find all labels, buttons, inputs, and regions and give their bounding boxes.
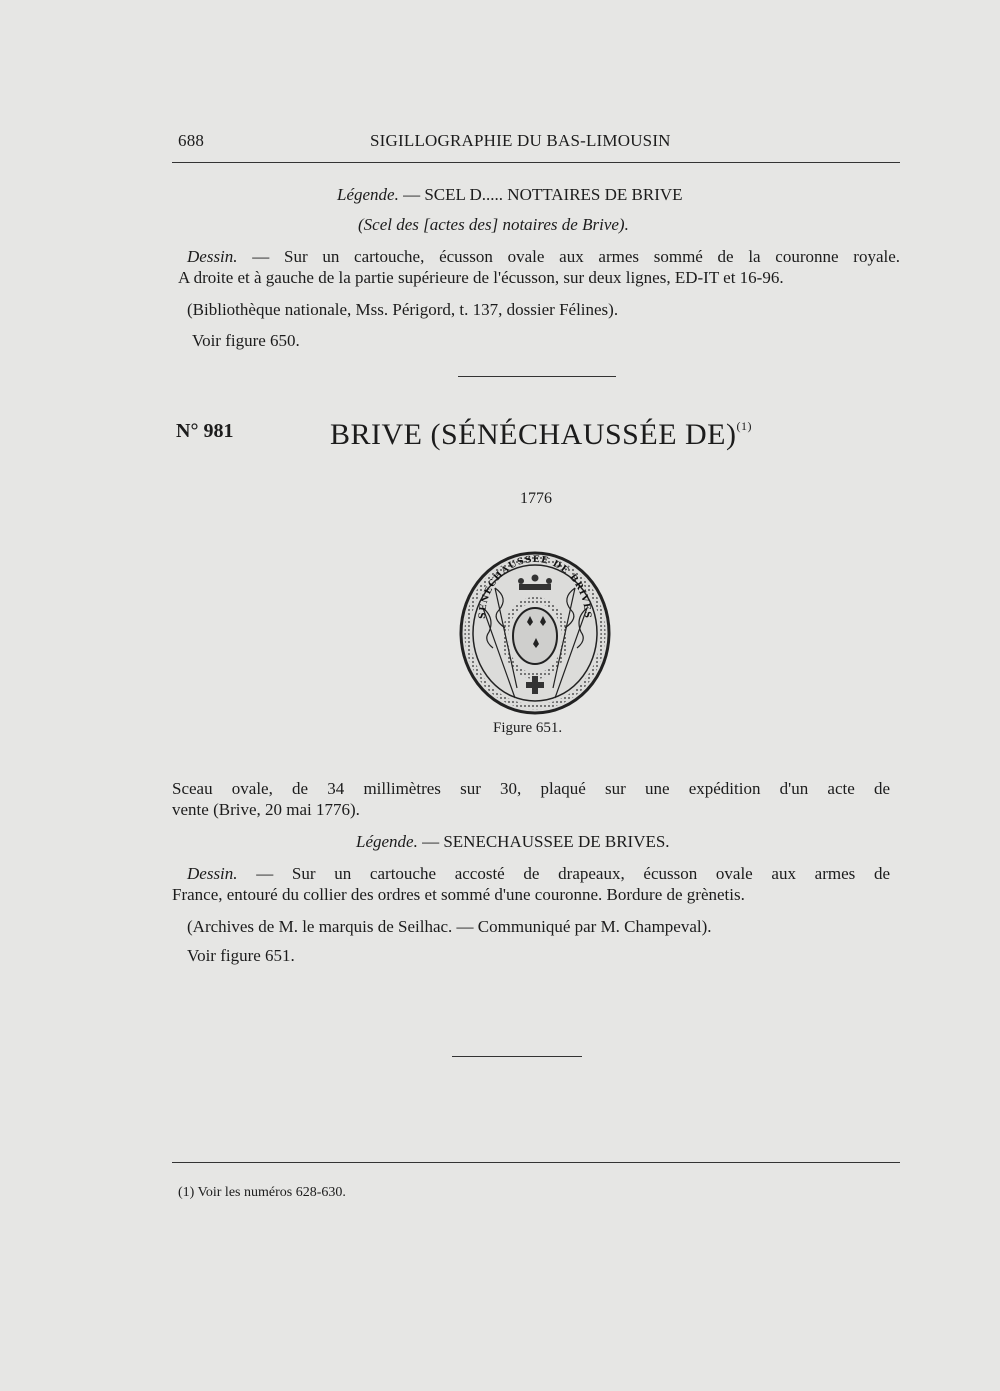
prev-legend-gloss: (Scel des [actes des] notaires de Brive).	[358, 215, 629, 234]
prev-dessin-line2: A droite et à gauche de la partie supérieure de l'écusson, sur deux lignes, ED-IT et 16-96.	[178, 268, 784, 287]
seal-illustration	[455, 548, 615, 720]
prev-legend-text: — SCEL D..... NOTTAIRES DE BRIVE	[403, 185, 683, 204]
dessin-line2: France, entouré du collier des ordres et sommé d'une couronne. Bordure de grènetis.	[172, 885, 745, 904]
entry-year: 1776	[520, 490, 552, 507]
entry-title-block	[330, 418, 752, 452]
entry-title: BRIVE (SÉNÉCHAUSSÉE DE)	[330, 418, 737, 451]
prev-legend-label: Légende.	[337, 185, 399, 204]
page-number: 688	[178, 131, 205, 150]
source-line: (Archives de M. le marquis de Seilhac. — Communiqué par M. Champeval).	[187, 917, 712, 936]
dessin-line1	[187, 864, 890, 884]
dessin-text1: — Sur un cartouche accosté de drapeaux, écusson ovale aux armes de	[256, 864, 890, 883]
prev-legend-line	[337, 185, 683, 205]
figure-caption: Figure 651.	[493, 720, 563, 736]
legend-line	[356, 832, 670, 852]
entry-number: N° 981	[176, 420, 234, 442]
footnote-rule	[172, 1162, 900, 1163]
dessin-label: Dessin.	[187, 864, 238, 883]
running-title: SIGILLOGRAPHIE DU BAS-LIMOUSIN	[370, 131, 671, 150]
prev-dessin-line1	[187, 247, 900, 267]
description-line1: Sceau ovale, de 34 millimètres sur 30, plaqué sur une expédition d'un acte de	[172, 779, 890, 798]
prev-dessin-label: Dessin.	[187, 247, 238, 266]
prev-figure-ref: Voir figure 650.	[192, 331, 300, 350]
seal-legend: SENECHAUSSEE DE BRIVES	[477, 554, 593, 620]
figure-ref: Voir figure 651.	[187, 946, 295, 965]
section-divider	[458, 376, 616, 377]
prev-source: (Bibliothèque nationale, Mss. Périgord, t. 137, dossier Félines).	[187, 300, 619, 319]
header-rule	[172, 162, 900, 163]
prev-dessin-text1: — Sur un cartouche, écusson ovale aux armes sommé de la couronne royale.	[252, 247, 901, 266]
legend-text: — SENECHAUSSEE DE BRIVES.	[422, 832, 670, 851]
footnote: (1) Voir les numéros 628-630.	[178, 1185, 346, 1200]
end-divider	[452, 1056, 582, 1057]
footnote-marker: (1)	[736, 419, 752, 433]
legend-label: Légende.	[356, 832, 418, 851]
description-line2: vente (Brive, 20 mai 1776).	[172, 800, 360, 819]
